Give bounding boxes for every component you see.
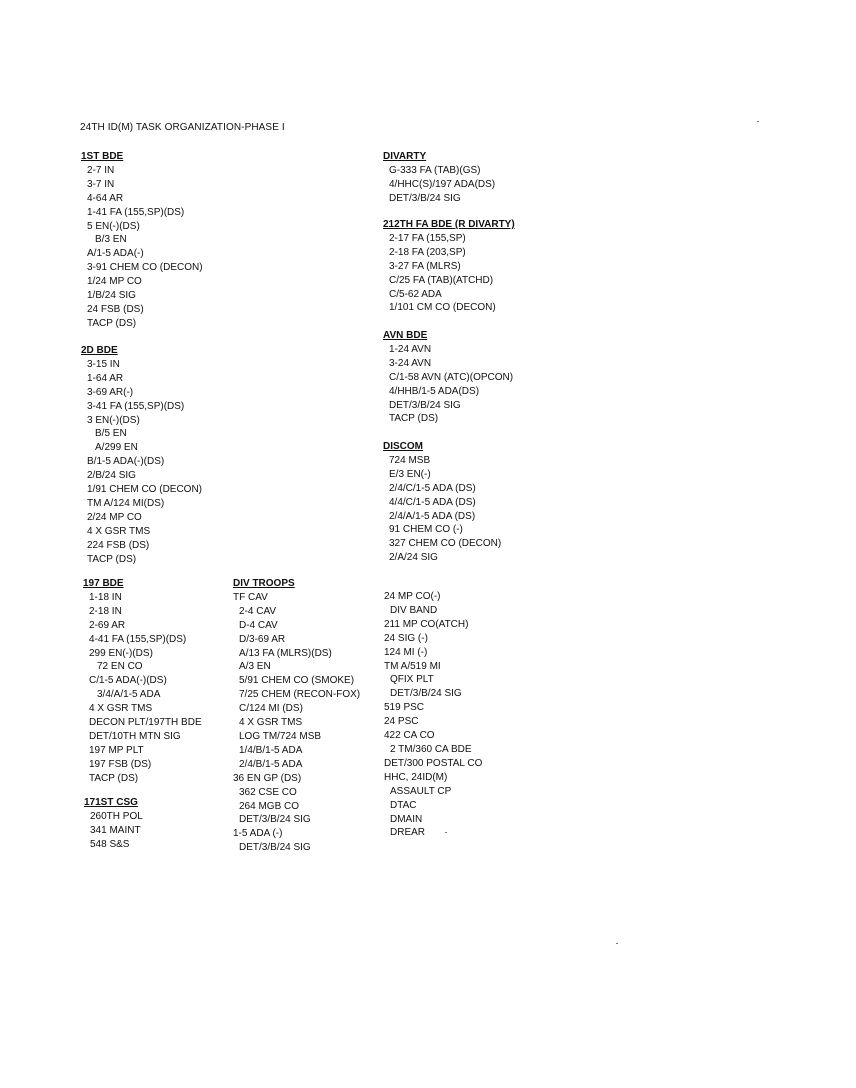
unit-line: DET/3/B/24 SIG (389, 192, 461, 204)
unit-line: 724 MSB (389, 454, 431, 466)
unit-line: C/1-58 AVN (ATC)(OPCON) (389, 371, 514, 383)
unit-line: 2/A/24 SIG (389, 552, 438, 564)
unit-line: 2 TM/360 CA BDE (390, 743, 472, 755)
unit-line: 2-18 FA (203,SP) (389, 246, 466, 258)
unit-line: A/299 EN (95, 442, 138, 454)
unit-line: 2/4/B/1-5 ADA (239, 758, 303, 770)
unit-line: 3 EN(-)(DS) (87, 414, 140, 426)
unit-line: 422 CA CO (384, 730, 435, 742)
unit-line: C/25 FA (TAB)(ATCHD) (389, 274, 494, 286)
unit-line: TACP (DS) (389, 413, 439, 425)
unit-line: DET/3/B/24 SIG (239, 842, 311, 854)
unit-line: 72 EN CO (97, 661, 143, 673)
unit-line: 36 EN GP (DS) (233, 772, 302, 784)
unit-line: 4-41 FA (155,SP)(DS) (89, 633, 187, 645)
unit-line: TACP (DS) (89, 772, 139, 784)
unit-line: TACP (DS) (87, 317, 137, 329)
unit-line: 1-5 ADA (-) (233, 828, 283, 840)
unit-line: 2/B/24 SIG (87, 470, 136, 482)
unit-line: G-333 FA (TAB)(GS) (389, 164, 481, 176)
unit-line: A/3 EN (239, 661, 271, 673)
unit-line: 91 CHEM CO (-) (389, 524, 463, 536)
unit-line: 3-41 FA (155,SP)(DS) (87, 400, 185, 412)
unit-line: 1/24 MP CO (87, 276, 142, 288)
unit-line: 4 X GSR TMS (89, 703, 153, 715)
unit-line: 1/4/B/1-5 ADA (239, 744, 303, 756)
unit-line: 4 X GSR TMS (239, 717, 303, 729)
unit-line: C/124 MI (DS) (239, 703, 303, 715)
unit-line: 3-27 FA (MLRS) (389, 260, 461, 272)
unit-block-discom (383, 440, 501, 565)
unit-line: 362 CSE CO (239, 786, 297, 798)
page-title: 24TH ID(M) TASK ORGANIZATION-PHASE I (80, 122, 285, 133)
unit-line: 4/HHB/1-5 ADA(DS) (389, 385, 480, 397)
unit-line: 3-15 IN (87, 358, 120, 370)
unit-block-1st-bde (81, 150, 203, 331)
unit-line: 519 PSC (384, 702, 425, 714)
unit-line: 1-18 IN (89, 591, 122, 603)
unit-line: 2-4 CAV (239, 605, 277, 617)
unit-line: 299 EN(-)(DS) (89, 647, 153, 659)
unit-line: TACP (DS) (87, 553, 137, 565)
unit-block-2d-bde (81, 344, 202, 567)
unit-heading: 1ST BDE (81, 151, 124, 162)
unit-line: 260TH POL (90, 810, 143, 822)
unit-line: 2/4/C/1-5 ADA (DS) (389, 482, 476, 494)
unit-line: 2-69 AR (89, 619, 126, 631)
unit-line: 5/91 CHEM CO (SMOKE) (239, 675, 355, 687)
unit-line: 211 MP CO(ATCH) (384, 618, 469, 630)
unit-line: 7/25 CHEM (RECON-FOX) (239, 689, 361, 701)
unit-line: 197 FSB (DS) (89, 758, 152, 770)
unit-line: 2-17 FA (155,SP) (389, 232, 466, 244)
unit-line: 3-24 AVN (389, 357, 432, 369)
unit-block-171st-csg (84, 796, 143, 852)
unit-line: LOG TM/724 MSB (239, 730, 322, 742)
unit-line: 2-18 IN (89, 605, 122, 617)
unit-line: DECON PLT/197TH BDE (89, 717, 202, 729)
unit-heading: DISCOM (383, 441, 423, 452)
unit-line: 24 MP CO(-) (384, 591, 441, 602)
unit-line: DET/3/B/24 SIG (389, 399, 461, 411)
unit-block-divarty (383, 150, 495, 206)
unit-line: TM A/124 MI(DS) (87, 497, 165, 509)
unit-heading: 171ST CSG (84, 797, 138, 808)
unit-block-197-bde (83, 577, 202, 786)
unit-line: 1/B/24 SIG (87, 290, 136, 302)
unit-line: A/13 FA (MLRS)(DS) (239, 647, 332, 659)
unit-line: 3-91 CHEM CO (DECON) (87, 262, 203, 274)
unit-line: 2/24 MP CO (87, 511, 142, 523)
unit-line: C/1-5 ADA(-)(DS) (89, 675, 167, 687)
unit-heading: DIV TROOPS (233, 578, 295, 589)
unit-line: B/3 EN (95, 234, 127, 246)
scan-speck (616, 943, 618, 944)
unit-line: 3-69 AR(-) (87, 386, 134, 398)
scan-speck (445, 832, 447, 833)
unit-line: B/5 EN (95, 428, 127, 440)
unit-line: DTAC (390, 799, 417, 811)
unit-line: A/1-5 ADA(-) (87, 248, 144, 260)
unit-line: C/5-62 ADA (389, 288, 442, 300)
unit-heading: 2D BDE (81, 345, 118, 356)
unit-line: ASSAULT CP (390, 785, 452, 797)
unit-line: TM A/519 MI (384, 660, 441, 672)
unit-block-other-units (384, 590, 482, 840)
unit-line: 224 FSB (DS) (87, 539, 150, 551)
unit-line: DREAR (390, 827, 426, 839)
unit-line: 3-7 IN (87, 178, 115, 190)
unit-line: 4-64 AR (87, 192, 124, 204)
unit-line: 1-24 AVN (389, 343, 432, 355)
unit-line: 124 MI (-) (384, 646, 428, 658)
unit-line: DET/3/B/24 SIG (390, 688, 462, 700)
unit-line: 4 X GSR TMS (87, 525, 151, 537)
unit-line: E/3 EN(-) (389, 468, 431, 480)
unit-line: DMAIN (390, 813, 423, 825)
unit-line: 548 S&S (90, 838, 130, 850)
unit-line: 24 PSC (384, 716, 419, 728)
unit-line: D/3-69 AR (239, 633, 286, 645)
unit-line: QFIX PLT (390, 674, 434, 686)
unit-line: DET/10TH MTN SIG (89, 730, 181, 742)
unit-line: 1/91 CHEM CO (DECON) (87, 484, 203, 496)
unit-line: 327 CHEM CO (DECON) (389, 538, 502, 550)
unit-line: DET/3/B/24 SIG (239, 814, 311, 826)
unit-heading: AVN BDE (383, 330, 428, 341)
unit-line: 24 FSB (DS) (87, 303, 144, 315)
unit-line: 24 SIG (-) (384, 632, 428, 644)
unit-block-212th-fa-bde (383, 218, 515, 315)
unit-block-div-troops (233, 577, 360, 855)
unit-line: TF CAV (233, 591, 268, 603)
unit-heading: 212TH FA BDE (R DIVARTY) (383, 219, 515, 230)
unit-line: 1/101 CM CO (DECON) (389, 302, 496, 314)
unit-line: 341 MAINT (90, 824, 141, 836)
unit-line: 5 EN(-)(DS) (87, 220, 140, 232)
unit-line: 264 MGB CO (239, 800, 300, 812)
unit-heading: DIVARTY (383, 151, 427, 162)
scan-speck (757, 121, 759, 122)
unit-line: DIV BAND (390, 604, 438, 616)
unit-line: 3/4/A/1-5 ADA (97, 689, 161, 701)
unit-line: DET/300 POSTAL CO (384, 757, 483, 769)
unit-block-avn-bde (383, 329, 513, 426)
unit-line: 4/HHC(S)/197 ADA(DS) (389, 178, 496, 190)
unit-line: 197 MP PLT (89, 744, 144, 756)
unit-line: B/1-5 ADA(-)(DS) (87, 456, 165, 468)
unit-heading: 197 BDE (83, 578, 124, 589)
unit-line: 1-64 AR (87, 372, 124, 384)
unit-line: HHC, 24ID(M) (384, 771, 448, 783)
unit-line: 1-41 FA (155,SP)(DS) (87, 206, 185, 218)
unit-line: 2-7 IN (87, 164, 115, 176)
unit-line: 2/4/A/1-5 ADA (DS) (389, 510, 476, 522)
unit-line: 4/4/C/1-5 ADA (DS) (389, 496, 476, 508)
unit-line: D-4 CAV (239, 619, 278, 631)
